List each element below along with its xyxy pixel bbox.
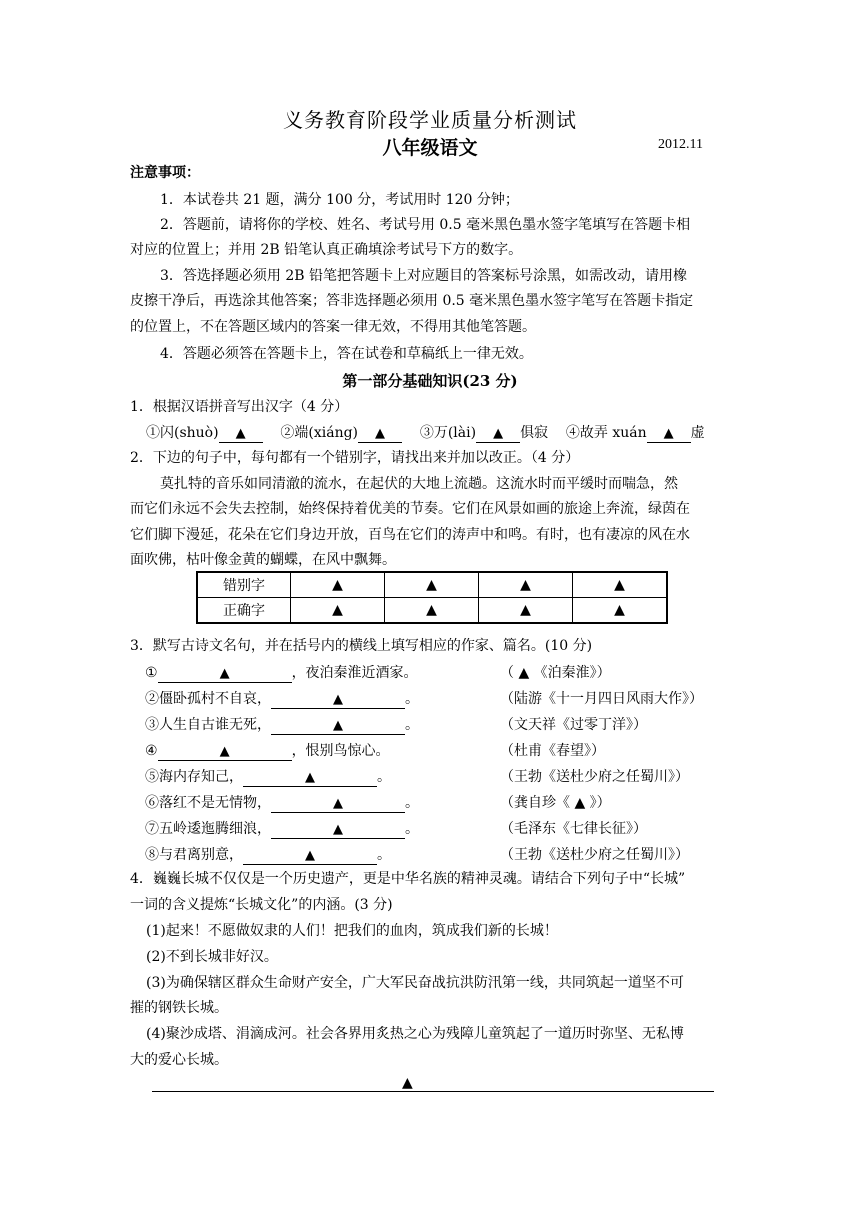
question-3-stem: 3．默写古诗文名句，并在括号内的横线上填写相应的作家、篇名。(10 分) xyxy=(130,638,593,654)
answer-line[interactable] xyxy=(152,1090,714,1092)
poem-line: ⑥落红不是无情物， ▲ 。 xyxy=(145,795,419,811)
question-4-stem: 4．巍巍长城不仅仅是一个历史遗产，更是中华名族的精神灵魂。请结合下列句子中“长城” xyxy=(130,871,686,887)
sentence: (4)聚沙成塔、涓滴成河。社会各界用炙热之心为残障儿童筑起了一道历时弥坚、无私博 xyxy=(146,1026,684,1042)
page-subtitle: 八年级语文 xyxy=(382,137,478,159)
sentence: 摧的钢铁长城。 xyxy=(130,1000,228,1016)
row-header: 错别字 xyxy=(197,572,291,598)
note-item: 1．本试卷共 21 题，满分 100 分，考试用时 120 分钟； xyxy=(160,192,519,208)
sentence: (2)不到长城非好汉。 xyxy=(146,949,278,965)
poem-line: ④ ▲ ，恨别鸟惊心。 xyxy=(145,743,390,759)
answer-blank[interactable]: ▲ xyxy=(271,691,405,709)
answer-cell[interactable]: ▲ xyxy=(573,572,668,598)
answer-cell[interactable]: ▲ xyxy=(479,598,573,624)
poem-source: （陆游《十一月四日风雨大作》） xyxy=(500,691,703,707)
poem-source: （文天祥《过零丁洋》） xyxy=(500,717,647,733)
q1-item-3: ③万(lài) xyxy=(419,425,477,441)
question-1-items: ①闪(shuò) ▲ ②端(xiáng) ▲ ③万(lài) ▲ 俱寂 ④故弄 xuán ▲ 虚 xyxy=(146,425,705,441)
answer-blank[interactable]: ▲ xyxy=(647,425,691,443)
poem-line: ⑦五岭逶迤腾细浪， ▲ 。 xyxy=(145,821,419,837)
question-1-stem: 1．根据汉语拼音写出汉字（4 分） xyxy=(130,399,349,415)
row-header: 正确字 xyxy=(197,598,291,624)
table-row xyxy=(197,598,667,624)
answer-blank[interactable]: ▲ xyxy=(271,717,405,735)
answer-cell[interactable]: ▲ xyxy=(479,572,573,598)
passage-line: 它们脚下漫延，花朵在它们身边开放，百鸟在它们的涛声中和鸣。有时，也有凄凉的风在水 xyxy=(130,527,690,543)
question-4-stem: 一词的含义提炼“长城文化”的内涵。(3 分) xyxy=(130,897,393,913)
answer-cell[interactable]: ▲ xyxy=(385,598,479,624)
sentence: (3)为确保辖区群众生命财产安全，广大军民奋战抗洪防汛第一线，共同筑起一道坚不可 xyxy=(146,975,684,991)
poem-source: （龚自珍《 ▲ 》） xyxy=(500,795,611,811)
q1-item-1: ①闪(shuò) xyxy=(146,425,219,441)
sentence: (1)起来！不愿做奴隶的人们！把我们的血肉，筑成我们新的长城！ xyxy=(146,923,558,939)
poem-source: （王勃《送杜少府之任蜀川》） xyxy=(500,769,689,785)
poem-source: （杜甫《春望》） xyxy=(500,743,605,759)
table-row xyxy=(197,572,667,598)
poem-source: （王勃《送杜少府之任蜀川》） xyxy=(500,847,689,863)
answer-blank[interactable]: ▲ xyxy=(243,847,377,865)
answer-cell[interactable]: ▲ xyxy=(573,598,668,624)
notes-heading: 注意事项： xyxy=(130,165,200,181)
poem-line: ③人生自古谁无死， ▲ 。 xyxy=(145,717,419,733)
answer-cell[interactable]: ▲ xyxy=(291,598,385,624)
answer-cell[interactable]: ▲ xyxy=(291,572,385,598)
passage-line: 面吹佛，枯叶像金黄的蝴蝶，在风中飘舞。 xyxy=(130,552,396,568)
answer-blank[interactable]: ▲ xyxy=(271,795,405,813)
answer-blank[interactable]: ▲ xyxy=(358,425,402,443)
section-heading: 第一部分基础知识(23 分) xyxy=(342,372,518,390)
q1-item-2: ②端(xiáng) xyxy=(280,425,359,441)
question-2-stem: 2．下边的句子中，每句都有一个错别字，请找出来并加以改正。（4 分） xyxy=(130,450,580,466)
answer-blank[interactable]: ▲ xyxy=(219,425,263,443)
page-title: 义务教育阶段学业质量分析测试 xyxy=(283,108,577,132)
answer-blank[interactable]: ▲ xyxy=(158,665,292,683)
answer-blank[interactable]: ▲ xyxy=(243,769,377,787)
answer-cell[interactable]: ▲ xyxy=(385,572,479,598)
note-item: 3．答选择题必须用 2B 铅笔把答题卡上对应题目的答案标号涂黑，如需改动，请用橡 xyxy=(160,268,688,284)
answer-blank[interactable]: ▲ xyxy=(158,743,292,761)
exam-date: 2012.11 xyxy=(658,137,703,152)
answer-blank[interactable]: ▲ xyxy=(271,821,405,839)
poem-line: ⑤海内存知己， ▲ 。 xyxy=(145,769,391,785)
poem-line: ① ▲ ，夜泊秦淮近酒家。 xyxy=(145,665,418,681)
note-item: 4．答题必须答在答题卡上，答在试卷和草稿纸上一律无效。 xyxy=(160,346,533,362)
note-item: 的位置上，不在答题区域内的答案一律无效，不得用其他笔答题。 xyxy=(130,319,536,335)
sentence: 大的爱心长城。 xyxy=(130,1052,228,1068)
answer-marker: ▲ xyxy=(402,1075,413,1091)
poem-source: （毛泽东《七律长征》） xyxy=(500,821,647,837)
poem-source: （ ▲ 《泊秦淮》） xyxy=(500,665,611,681)
poem-line: ②僵卧孤村不自哀， ▲ 。 xyxy=(145,691,419,707)
note-item: 对应的位置上；并用 2B 铅笔认真正确填涂考试号下方的数字。 xyxy=(130,242,523,258)
correction-table xyxy=(196,571,668,624)
answer-blank[interactable]: ▲ xyxy=(476,425,520,443)
poem-line: ⑧与君离别意， ▲ 。 xyxy=(145,847,391,863)
note-item: 皮擦干净后，再选涂其他答案；答非选择题必须用 0.5 毫米黑色墨水签字笔写在答题卡指定 xyxy=(130,293,694,309)
passage-line: 而它们永远不会失去控制，始终保持着优美的节奏。它们在风景如画的旅途上奔流，绿茵在 xyxy=(130,501,690,517)
q1-item-4: ④故弄 xuán xyxy=(565,425,647,441)
passage-line: 莫扎特的音乐如同清澈的流水，在起伏的大地上流趟。这流水时而平缓时而喘急，然 xyxy=(160,476,678,492)
note-item: 2．答题前，请将你的学校、姓名、考试号用 0.5 毫米黑色墨水签字笔填写在答题卡相 xyxy=(160,217,691,233)
